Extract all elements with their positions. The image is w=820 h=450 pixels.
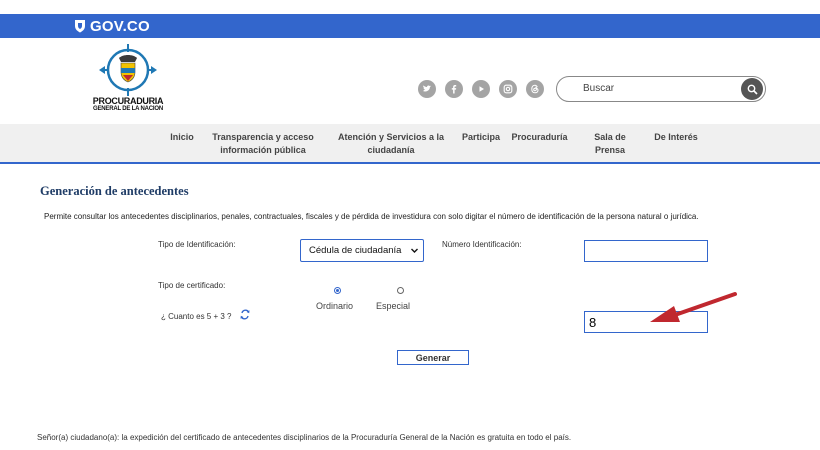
gov-bar	[0, 14, 820, 38]
nav-item-label: Procuraduría	[511, 132, 568, 142]
coat-of-arms-icon	[97, 44, 159, 96]
id-number-label: Número Identificación:	[442, 240, 522, 249]
nav-item-label: información pública	[220, 145, 306, 155]
nav-item-sala-de-prensa[interactable]	[578, 131, 642, 157]
cert-type-label: Tipo de certificado:	[158, 281, 226, 290]
footer-notice: Señor(a) ciudadano(a): la expedición del certificado de antecedentes disciplinarios de la Procuraduría General de la Nación es gratuita en todo el país.	[37, 433, 572, 442]
page-title: Generación de antecedentes	[40, 184, 189, 198]
procuraduria-logo[interactable]	[92, 44, 164, 120]
social-links	[418, 80, 544, 98]
refresh-icon[interactable]	[240, 309, 250, 320]
nav-item-procuraduria[interactable]	[511, 131, 568, 144]
id-number-input[interactable]	[585, 241, 707, 261]
id-type-label: Tipo de Identificación:	[158, 240, 236, 249]
annotation-arrow-icon	[640, 288, 740, 328]
id-type-select[interactable]	[300, 239, 424, 262]
site-header	[0, 38, 820, 124]
threads-icon[interactable]	[526, 80, 544, 98]
id-number-field	[584, 240, 708, 262]
nav-item-label: ciudadanía	[367, 145, 415, 155]
radio-especial-label: Especial	[376, 301, 411, 311]
youtube-icon[interactable]	[472, 80, 490, 98]
nav-item-label: Inicio	[170, 132, 194, 142]
radio-ordinario-label: Ordinario	[316, 301, 354, 311]
nav-item-de-interes[interactable]	[652, 131, 700, 144]
instagram-icon[interactable]	[499, 80, 517, 98]
search-input[interactable]	[583, 80, 723, 96]
govco-logo[interactable]	[74, 17, 150, 35]
twitter-icon[interactable]	[418, 80, 436, 98]
nav-item-transparencia[interactable]	[210, 131, 316, 157]
brand-name-line2: GENERAL DE LA NACION	[92, 106, 163, 112]
captcha-question: ¿ Cuanto es 5 + 3 ?	[161, 312, 232, 321]
chevron-down-icon	[410, 246, 419, 255]
page-description: Permite consultar los antecedentes disciplinarios, penales, contractuales, fiscales y de pérdida de investidura con solo digitar el número de identificación de la persona natural o jurídica.	[44, 212, 699, 221]
main-nav	[0, 124, 820, 164]
nav-item-label: Transparencia y acceso	[212, 132, 314, 142]
nav-item-label: Atención y Servicios a la	[337, 132, 445, 142]
search-box	[556, 76, 766, 102]
nav-item-label: De Interés	[654, 132, 698, 142]
generar-button[interactable]: Generar	[397, 350, 469, 365]
nav-item-inicio[interactable]	[170, 131, 194, 144]
nav-item-label: Participa	[461, 132, 501, 142]
nav-item-participa[interactable]	[461, 131, 501, 144]
search-button[interactable]	[741, 78, 763, 100]
govco-logo-text: GOV.CO	[90, 17, 150, 35]
nav-item-atencion[interactable]	[337, 131, 445, 157]
brand-name-line1: PROCURADURIA	[92, 96, 164, 106]
govco-shield-icon	[74, 19, 86, 33]
search-icon	[747, 84, 758, 95]
facebook-icon[interactable]	[445, 80, 463, 98]
radio-especial[interactable]	[397, 287, 404, 294]
radio-ordinario[interactable]	[334, 287, 341, 294]
nav-item-label: Sala de Prensa	[594, 132, 626, 155]
top-band	[0, 0, 820, 14]
id-type-value: Cédula de ciudadanía	[309, 245, 402, 256]
